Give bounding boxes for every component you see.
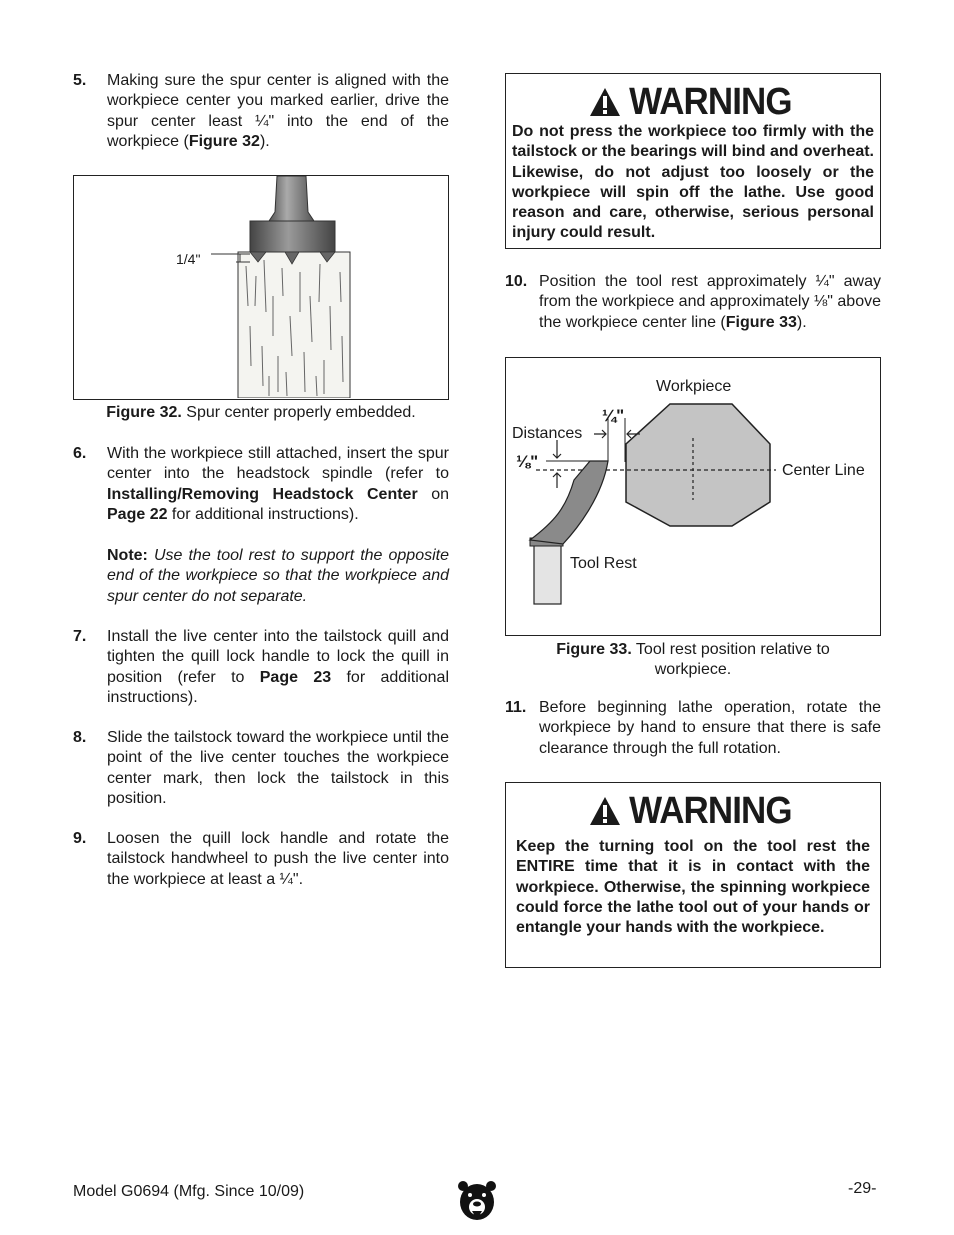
step-text bbox=[107, 829, 449, 890]
text-run: ). bbox=[796, 313, 807, 331]
step-text bbox=[107, 71, 449, 152]
step-11 bbox=[505, 698, 885, 768]
warning-title: WARNING bbox=[628, 790, 792, 832]
bold-reference: Figure 32 bbox=[188, 132, 260, 150]
text-run: for additional instructions). bbox=[107, 668, 449, 706]
figure-33 bbox=[505, 357, 881, 636]
text-run: Slide the tailstock toward the workpiece until the point of the live center touches the workpiece center mark, then lock the tailstock in this position. bbox=[107, 729, 449, 807]
caption-text: Spur center properly embedded. bbox=[181, 404, 416, 421]
note-label: Note: bbox=[107, 547, 148, 564]
bear-logo-icon bbox=[457, 1180, 497, 1222]
quarter-label: ¼" bbox=[602, 406, 625, 425]
step-number: 8. bbox=[73, 729, 87, 746]
footer-model: Model G0694 (Mfg. Since 10/09) bbox=[73, 1183, 305, 1200]
step-number: 6. bbox=[73, 445, 87, 462]
step-text bbox=[107, 728, 449, 809]
text-run: for additional instructions). bbox=[167, 505, 359, 523]
warning-box-1 bbox=[505, 73, 881, 249]
eighth-label: ⅛" bbox=[516, 452, 539, 471]
figure-32-caption bbox=[73, 403, 449, 423]
workpiece-label: Workpiece bbox=[656, 378, 732, 395]
step-text bbox=[107, 444, 449, 525]
step-8 bbox=[73, 728, 453, 818]
spur-center-illustration bbox=[74, 176, 447, 398]
step-text bbox=[539, 698, 881, 759]
text-run: With the workpiece still attached, insert the spur center into the headstock spindle (refer to bbox=[107, 445, 449, 483]
step-number: 11. bbox=[505, 699, 527, 716]
step-5 bbox=[73, 71, 453, 161]
step-number: 10. bbox=[505, 273, 528, 290]
caption-text: Tool rest position relative to workpiece. bbox=[631, 641, 830, 678]
dimension-label: 1/4" bbox=[176, 251, 201, 267]
step-text bbox=[107, 627, 449, 708]
step-text bbox=[539, 272, 881, 333]
step-9 bbox=[73, 829, 453, 899]
warning-triangle-icon bbox=[588, 795, 622, 827]
distances-label: Distances bbox=[512, 425, 583, 442]
bold-reference: Figure 33 bbox=[725, 313, 797, 331]
step-10 bbox=[505, 272, 885, 342]
step-6 bbox=[73, 444, 453, 534]
step-number: 9. bbox=[73, 830, 87, 847]
tool-rest-diagram bbox=[506, 358, 879, 634]
warning-title: WARNING bbox=[628, 81, 792, 123]
text-run: on bbox=[417, 485, 449, 503]
figure-33-caption bbox=[525, 640, 861, 680]
figure-32 bbox=[73, 175, 449, 400]
tool-rest-label: Tool Rest bbox=[570, 555, 637, 572]
bold-reference: Page 22 bbox=[107, 505, 168, 523]
warning-header bbox=[506, 791, 880, 831]
note-text bbox=[107, 546, 449, 607]
caption-label: Figure 33. bbox=[556, 641, 632, 658]
text-run: Position the tool rest approximately ¼" away from the workpiece and approximately ⅛" above the workpiece center line ( bbox=[539, 273, 881, 331]
warning-text: Keep the turning tool on the tool rest the ENTIRE time that it is in contact with the workpiece. Otherwise, the spinning workpiece could force the lathe tool out of your hands or entangle your hands with the workpiece. bbox=[516, 838, 870, 937]
caption-label: Figure 32. bbox=[106, 404, 182, 421]
warning-box-2 bbox=[505, 782, 881, 968]
note bbox=[73, 546, 453, 616]
text-run: Loosen the quill lock handle and rotate the tailstock handwheel to push the live center into the workpiece at least a ¼". bbox=[107, 830, 449, 888]
bold-reference: Page 23 bbox=[259, 668, 332, 686]
center-line-label: Center Line bbox=[782, 462, 865, 479]
step-7 bbox=[73, 627, 453, 717]
step-number: 5. bbox=[73, 72, 87, 89]
text-run: Install the live center into the tailstock quill and tighten the quill lock handle to lock the quill in position (refer to bbox=[107, 628, 449, 686]
footer-page-number: -29- bbox=[848, 1180, 877, 1197]
warning-triangle-icon bbox=[588, 86, 622, 118]
step-number: 7. bbox=[73, 628, 87, 645]
warning-header bbox=[506, 82, 880, 122]
warning-text: Do not press the workpiece too firmly with the tailstock or the bearings will bind and overheat. Likewise, do not adjust too loosely or the workpiece will spin off the lathe. Use good reason and care, otherwise, serious personal injury could result. bbox=[512, 123, 874, 242]
text-run: Making sure the spur center is aligned with the workpiece center you marked earlier, drive the spur center least ¼" into the end of the workpiece ( bbox=[107, 72, 449, 150]
text-run: Before beginning lathe operation, rotate the workpiece by hand to ensure that there is safe clearance through the full rotation. bbox=[539, 699, 881, 757]
bold-reference: Installing/Removing Headstock Center bbox=[107, 485, 418, 503]
note-body: Use the tool rest to support the opposite end of the workpiece so that the workpiece and spur center do not separate. bbox=[107, 547, 449, 605]
text-run: ). bbox=[259, 132, 270, 150]
